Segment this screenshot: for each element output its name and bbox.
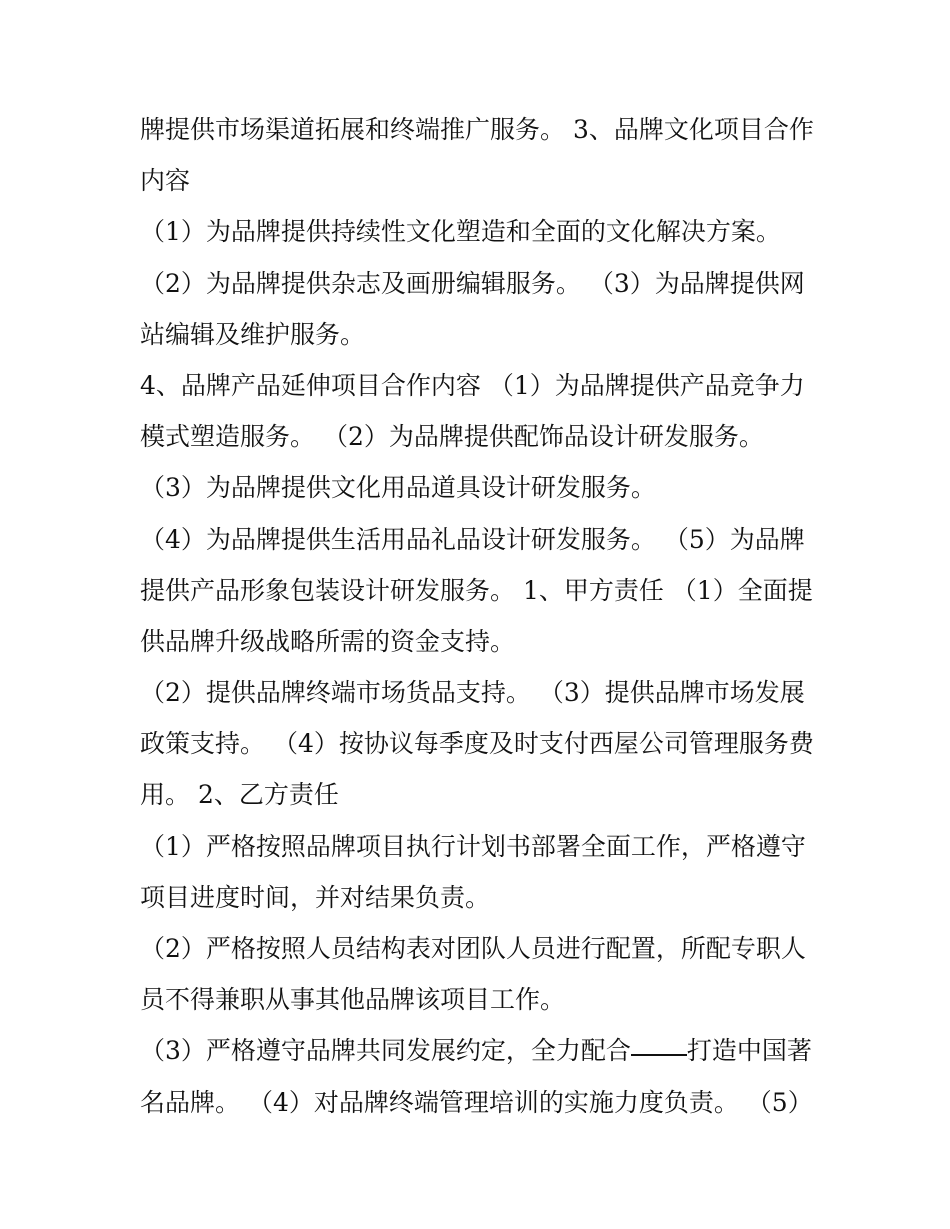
text-line: 供品牌升级战略所需的资金支持。 xyxy=(140,626,516,656)
text-line: 项目进度时间，并对结果负责。 xyxy=(140,882,491,912)
text-after-blank: 打造中国著 xyxy=(686,1036,812,1066)
text-line: 员不得兼职从事其他品牌该项目工作。 xyxy=(140,985,566,1015)
text-line: （2）提供品牌终端市场货品支持。 （3）提供品牌市场发展 xyxy=(140,678,805,708)
text-line: 内容 xyxy=(140,166,191,196)
text-line: 4、品牌产品延伸项目合作内容 （1）为品牌提供产品竞争力 xyxy=(140,370,805,400)
text-line: 牌提供市场渠道拓展和终端推广服务。 3、品牌文化项目合作 xyxy=(140,115,814,144)
text-before-blank: （3）严格遵守品牌共同发展约定，全力配合 xyxy=(140,1036,631,1066)
text-line: （1）为品牌提供持续性文化塑造和全面的文化解决方案。 xyxy=(140,217,781,247)
text-line: 提供产品形象包装设计研发服务。 1、甲方责任 （1）全面提 xyxy=(140,575,813,605)
text-line: 用。 2、乙方责任 xyxy=(140,780,339,810)
text-line: 站编辑及维护服务。 xyxy=(140,319,366,349)
text-line: （4）为品牌提供生活用品礼品设计研发服务。 （5）为品牌 xyxy=(140,524,805,554)
text-line: 名品牌。 （4）对品牌终端管理培训的实施力度负责。 （5） xyxy=(140,1087,813,1117)
text-line: （1）严格按照品牌项目执行计划书部署全面工作，严格遵守 xyxy=(140,831,806,861)
text-line: （2）为品牌提供杂志及画册编辑服务。 （3）为品牌提供网 xyxy=(140,268,805,298)
text-line-with-blank xyxy=(140,1025,820,1076)
text-line: （2）严格按照人员结构表对团队人员进行配置，所配专职人 xyxy=(140,934,806,963)
contract-text xyxy=(140,104,820,1128)
text-line: （3）为品牌提供文化用品道具设计研发服务。 xyxy=(140,473,656,503)
text-line: 模式塑造服务。 （2）为品牌提供配饰品设计研发服务。 xyxy=(140,422,764,452)
text-line: 政策支持。 （4）按协议每季度及时支付西屋公司管理服务费 xyxy=(140,729,814,759)
fill-in-blank xyxy=(631,1053,687,1056)
